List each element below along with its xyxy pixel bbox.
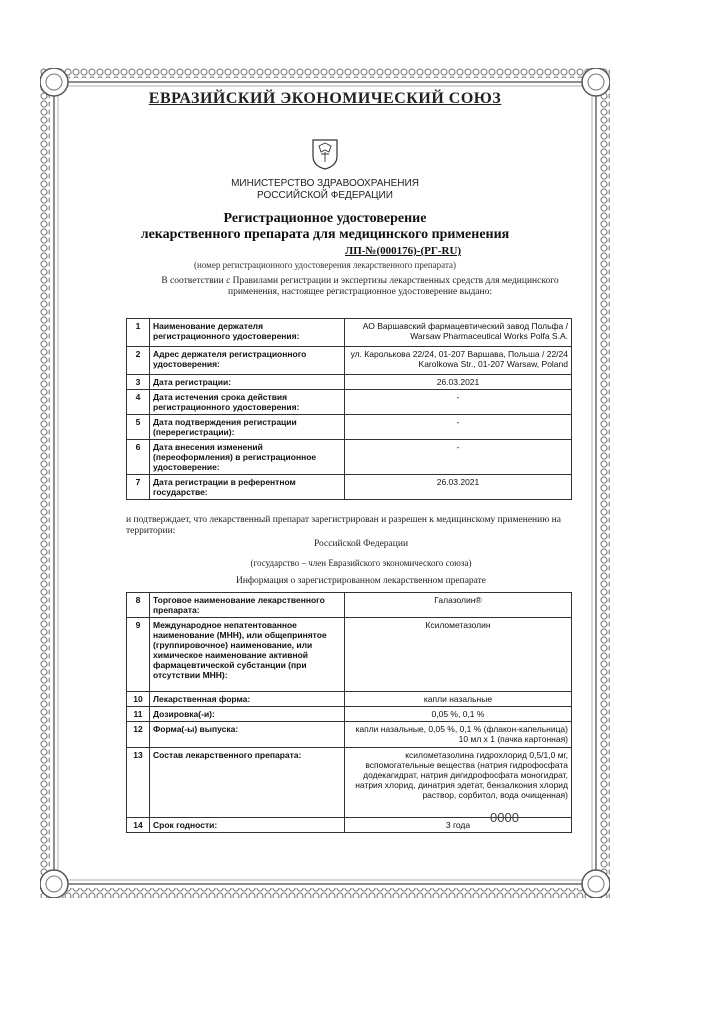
row-label: Форма(-ы) выпуска: [150, 722, 345, 748]
stamp-number: 0000 [490, 810, 519, 825]
row-number: 6 [127, 440, 150, 475]
row-number: 3 [127, 375, 150, 390]
ministry-heading: МИНИСТЕРСТВО ЗДРАВООХРАНЕНИЯ РОССИЙСКОЙ ФЕДЕРАЦИИ [231, 178, 419, 201]
row-label: Состав лекарственного препарата: [150, 748, 345, 818]
certificate-page [40, 68, 610, 898]
row-number: 14 [127, 818, 150, 833]
row-label: Дата регистрации: [150, 375, 345, 390]
intro-text: В соответствии с Правилами регистрации и экспертизы лекарственных средств для медицинского применения, настоящее регистрационное удостоверение выдано: [161, 276, 559, 297]
table-row [127, 475, 572, 500]
row-label: Дата истечения срока действия регистрационного удостоверения: [150, 390, 345, 415]
table-row [127, 440, 572, 475]
table-row [127, 722, 572, 748]
certificate-number-note: (номер регистрационного удостоверения лекарственного препарата) [194, 260, 456, 270]
row-value: 26.03.2021 [345, 475, 572, 500]
certificate-title: Регистрационное удостоверение лекарственного препарата для медицинского применения [140, 211, 510, 242]
row-number: 10 [127, 692, 150, 707]
row-label: Лекарственная форма: [150, 692, 345, 707]
table-row [127, 593, 572, 618]
row-number: 7 [127, 475, 150, 500]
table-row [127, 390, 572, 415]
product-info-heading: Информация о зарегистрированном лекарственном препарате [235, 576, 487, 586]
holder-table [126, 318, 572, 500]
row-number: 8 [127, 593, 150, 618]
row-value: капли назальные, 0,05 %, 0,1 % (флакон-капельница) 10 мл x 1 (пачка картонная) [345, 722, 572, 748]
row-label: Торговое наименование лекарственного препарата: [150, 593, 345, 618]
certificate-number: ЛП-№(000176)-(РГ-RU) [345, 245, 462, 257]
row-value: АО Варшавский фармацевтический завод Польфа / Warsaw Pharmaceutical Works Polfa S.A. [345, 319, 572, 347]
confirmation-text: и подтверждает, что лекарственный препарат зарегистрирован и разрешен к медицинскому применению на территории: [126, 515, 561, 536]
table-row [127, 692, 572, 707]
row-value: - [345, 415, 572, 440]
table-row [127, 319, 572, 347]
row-number: 5 [127, 415, 150, 440]
row-label: Дозировка(-и): [150, 707, 345, 722]
row-value: ул. Каролькова 22/24, 01-207 Варшава, Польша / 22/24 Karolkowa Str., 01-207 Warsaw, Poland [345, 347, 572, 375]
row-value: Галазолин® [345, 593, 572, 618]
row-value: капли назальные [345, 692, 572, 707]
row-number: 13 [127, 748, 150, 818]
row-number: 1 [127, 319, 150, 347]
row-label: Международное непатентованное наименование (МНН), или общепринятое (группировочное) наименование, или химическое наименование активной фармацевтической субстанции (при отсутствии МНН): [150, 618, 345, 692]
row-label: Наименование держателя регистрационного удостоверения: [150, 319, 345, 347]
table-row [127, 375, 572, 390]
row-number: 11 [127, 707, 150, 722]
row-value: ксилометазолина гидрохлорид 0,5/1,0 мг, вспомогательные вещества (натрия гидрофосфата додекагидрат, натрия дигидрофосфата моногидрат, натрия хлорид, динатрия эдетат, бензалкония хлорид раствор, сорбитол, вода очищенная) [345, 748, 572, 818]
table-row [127, 707, 572, 722]
row-label: Дата подтверждения регистрации (перерегистрации): [150, 415, 345, 440]
row-number: 9 [127, 618, 150, 692]
row-number: 12 [127, 722, 150, 748]
row-value: Ксилометазолин [345, 618, 572, 692]
table-row [127, 618, 572, 692]
row-label: Дата регистрации в референтном государстве: [150, 475, 345, 500]
row-number: 4 [127, 390, 150, 415]
row-label: Дата внесения изменений (переоформления) в регистрационное удостоверение: [150, 440, 345, 475]
row-number: 2 [127, 347, 150, 375]
row-label: Адрес держателя регистрационного удостоверения: [150, 347, 345, 375]
table-row [127, 415, 572, 440]
territory-name: Российской Федерации [313, 539, 409, 549]
row-value: - [345, 440, 572, 475]
product-table [126, 592, 572, 833]
row-value: 26.03.2021 [345, 375, 572, 390]
row-value: 3 года [345, 818, 572, 833]
row-value: - [345, 390, 572, 415]
table-row [127, 748, 572, 818]
territory-note: (государство – член Евразийского экономического союза) [250, 558, 472, 568]
coat-of-arms-emblem [310, 136, 340, 170]
row-label: Срок годности: [150, 818, 345, 833]
union-title: ЕВРАЗИЙСКИЙ ЭКОНОМИЧЕСКИЙ СОЮЗ [40, 90, 610, 108]
table-row [127, 347, 572, 375]
row-value: 0,05 %, 0,1 % [345, 707, 572, 722]
